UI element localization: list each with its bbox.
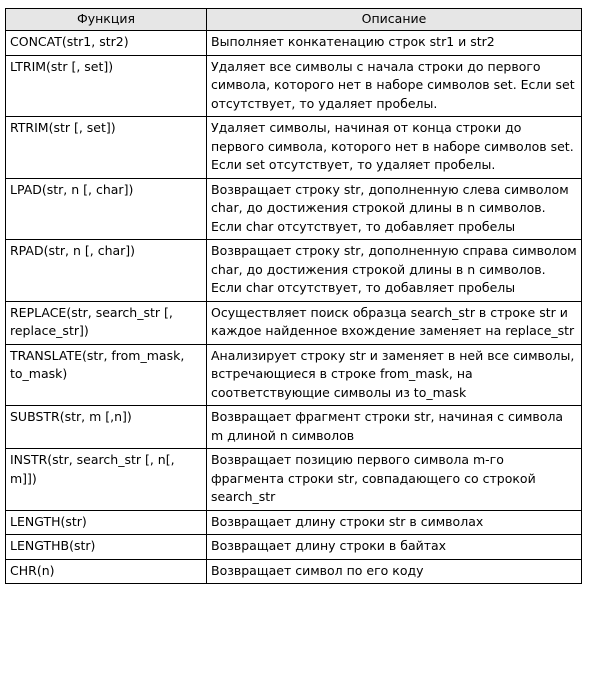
function-cell: CONCAT(str1, str2) [6, 31, 207, 56]
table-row [6, 117, 582, 179]
table-row [6, 31, 582, 56]
table-row [6, 301, 582, 344]
table-row [6, 240, 582, 302]
function-cell: REPLACE(str, search_str [, replace_str]) [6, 301, 207, 344]
description-cell: Возвращает длину строки str в символах [207, 510, 582, 535]
description-cell: Осуществляет поиск образца search_str в строке str и каждое найденное вхождение заменяет на replace_str [207, 301, 582, 344]
table-row [6, 449, 582, 511]
description-cell: Возвращает фрагмент строки str, начиная с символа m длиной n символов [207, 406, 582, 449]
table-header-row [6, 9, 582, 31]
table-row [6, 55, 582, 117]
description-cell: Возвращает строку str, дополненную слева символом char, до достижения строкой длины в n символов. Если char отсутствует, то добавляет пробелы [207, 178, 582, 240]
function-cell: RPAD(str, n [, char]) [6, 240, 207, 302]
function-cell: LENGTHB(str) [6, 535, 207, 560]
string-functions-table [5, 8, 582, 584]
function-cell: INSTR(str, search_str [, n[, m]]) [6, 449, 207, 511]
table-row [6, 178, 582, 240]
function-cell: LTRIM(str [, set]) [6, 55, 207, 117]
description-cell: Возвращает строку str, дополненную справа символом char, до достижения строкой длины в n символов. Если char отсутствует, то добавляет пробелы [207, 240, 582, 302]
function-cell: TRANSLATE(str, from_mask, to_mask) [6, 344, 207, 406]
table-row [6, 344, 582, 406]
functions-table-container [5, 8, 582, 584]
function-cell: LPAD(str, n [, char]) [6, 178, 207, 240]
description-cell: Анализирует строку str и заменяет в ней все символы, встречающиеся в строке from_mask, на соответствующие символы из to_mask [207, 344, 582, 406]
description-cell: Возвращает длину строки в байтах [207, 535, 582, 560]
description-cell: Возвращает символ по его коду [207, 559, 582, 584]
table-row [6, 559, 582, 584]
description-cell: Удаляет все символы с начала строки до первого символа, которого нет в наборе символов set. Если set отсутствует, то удаляет пробелы. [207, 55, 582, 117]
function-cell: LENGTH(str) [6, 510, 207, 535]
function-cell: RTRIM(str [, set]) [6, 117, 207, 179]
column-header-function: Функция [6, 9, 207, 31]
table-row [6, 510, 582, 535]
description-cell: Выполняет конкатенацию строк str1 и str2 [207, 31, 582, 56]
function-cell: SUBSTR(str, m [,n]) [6, 406, 207, 449]
description-cell: Возвращает позицию первого символа m-го фрагмента строки str, совпадающего со строкой search_str [207, 449, 582, 511]
column-header-description: Описание [207, 9, 582, 31]
function-cell: CHR(n) [6, 559, 207, 584]
table-row [6, 406, 582, 449]
table-row [6, 535, 582, 560]
description-cell: Удаляет символы, начиная от конца строки до первого символа, которого нет в наборе символов set. Если set отсутствует, то удаляет пробелы. [207, 117, 582, 179]
